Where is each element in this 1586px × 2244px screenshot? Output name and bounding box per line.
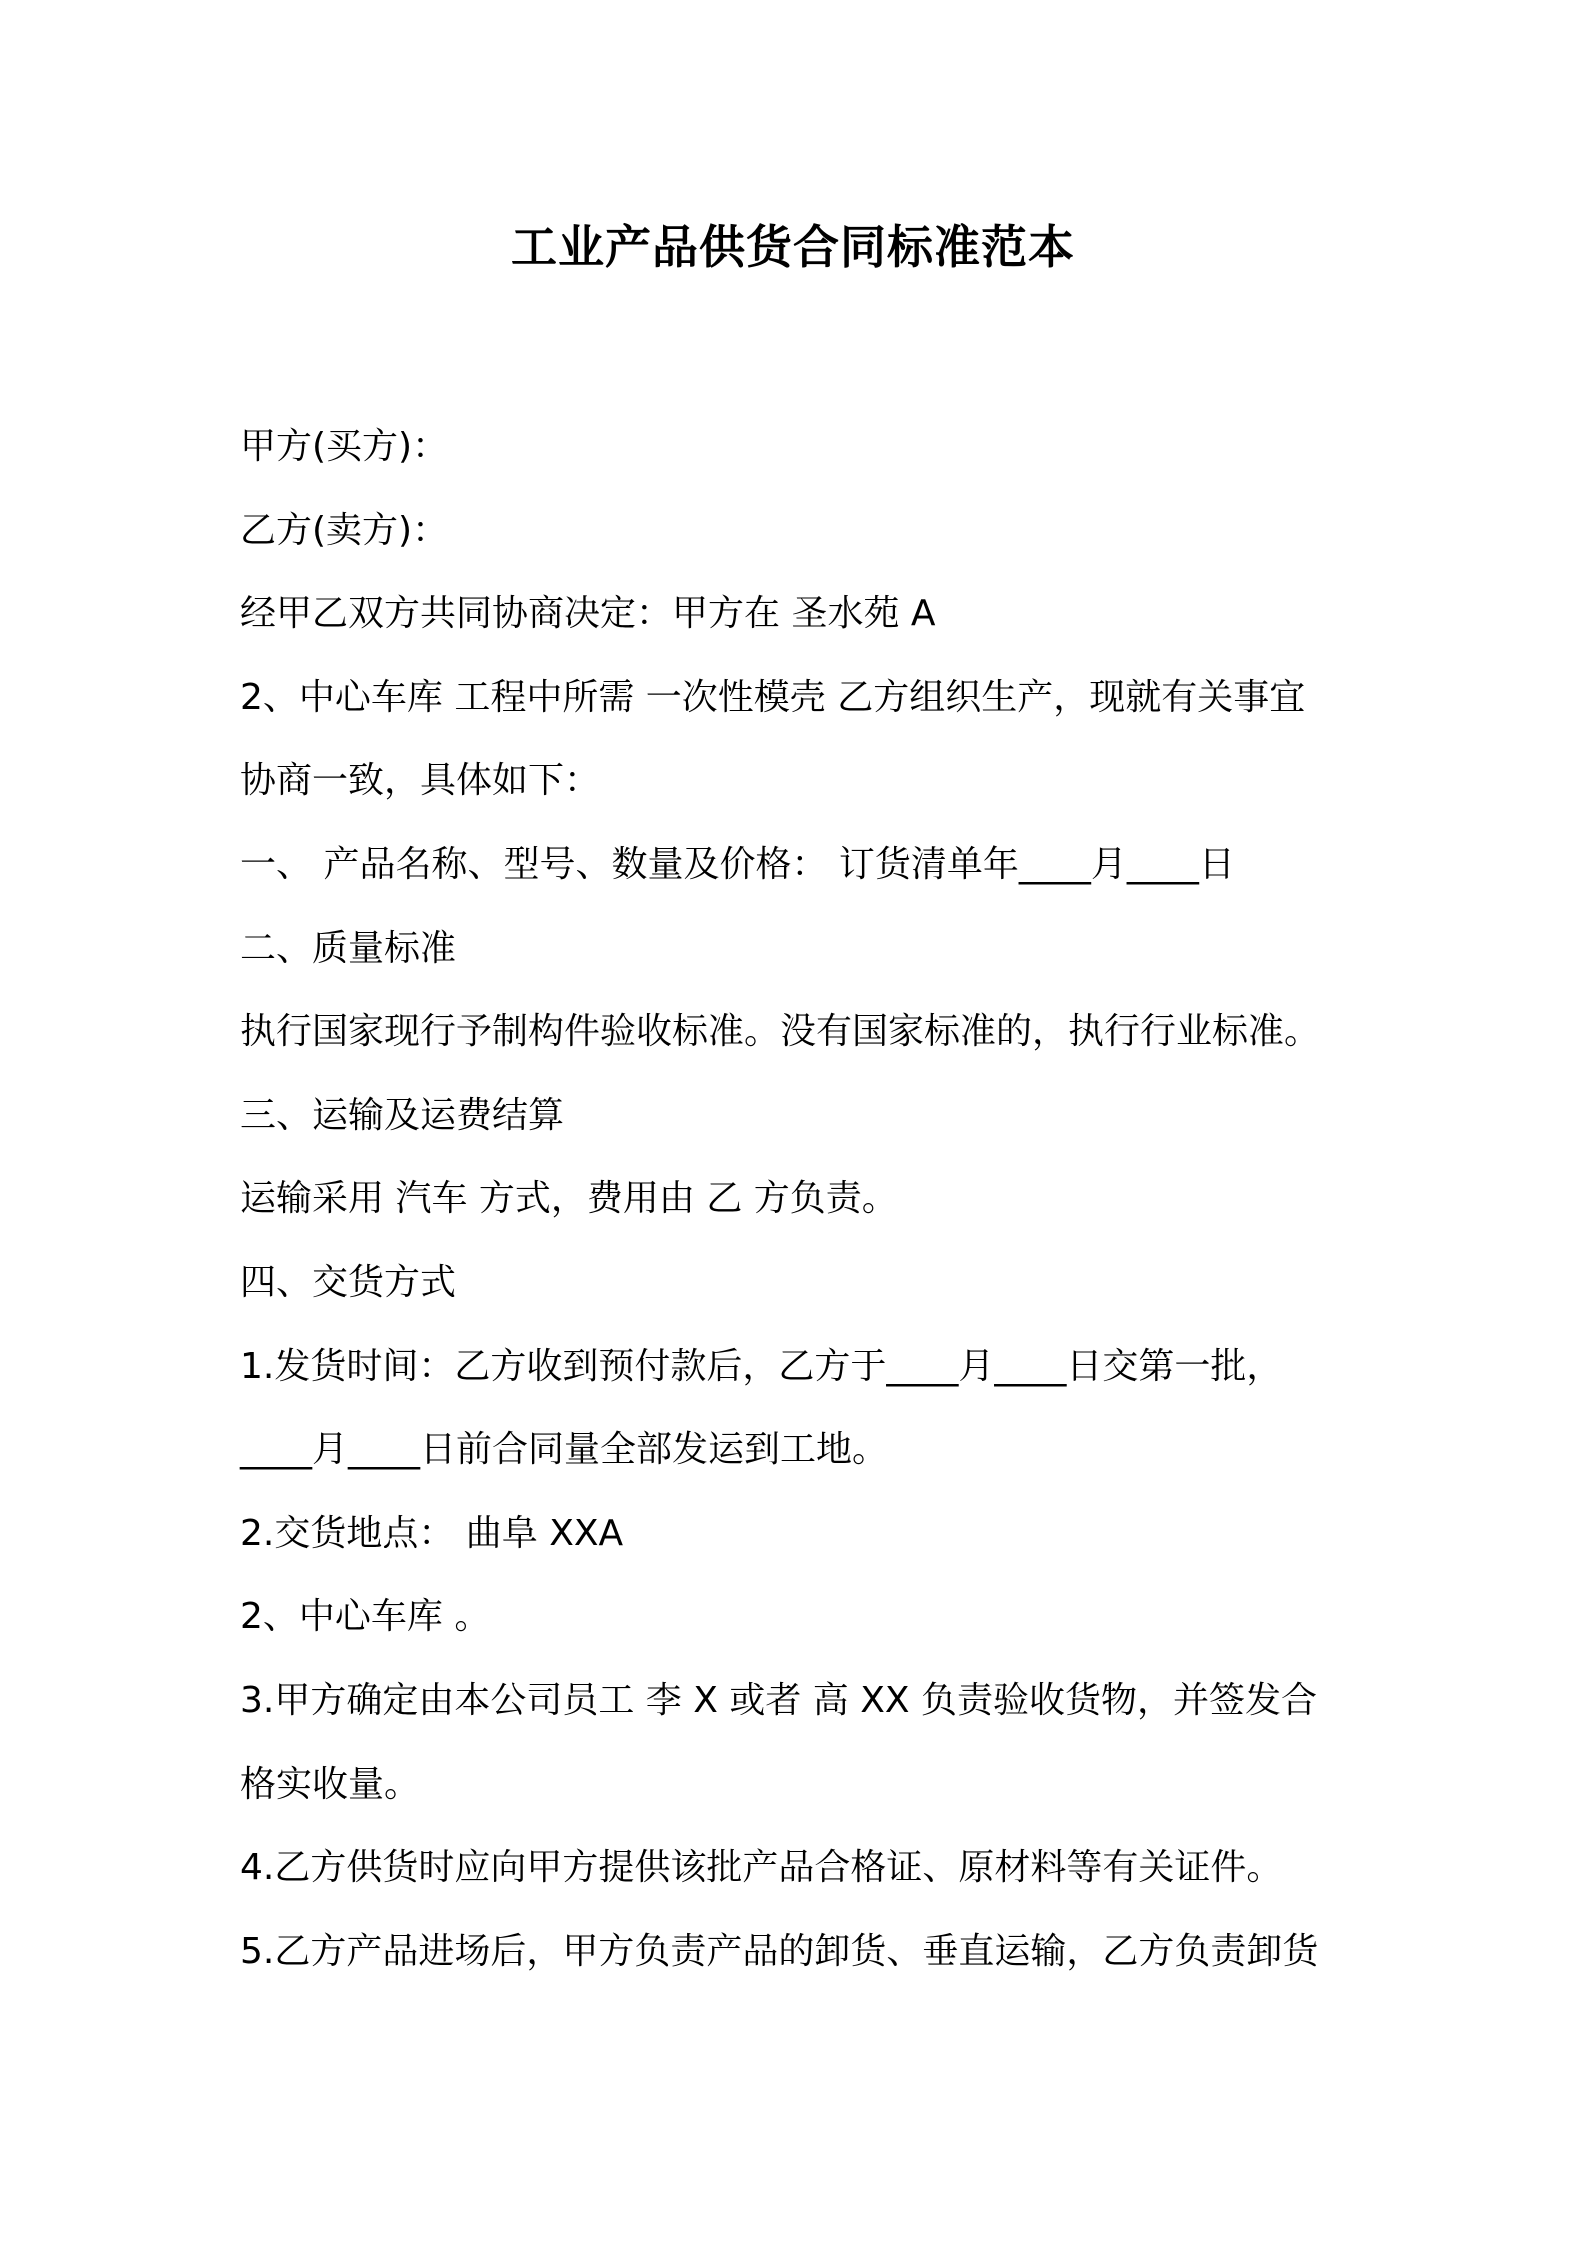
section-1-product: 一、 产品名称、型号、数量及价格： 订货清单年____月____日: [240, 843, 1235, 885]
line-party-a: 甲方(买方)：: [240, 426, 449, 467]
line-project: 2、中心车库 工程中所需 一次性模壳 乙方组织生产，现就有关事宜: [240, 676, 1306, 718]
clause-4-2-cont: 2、中心车库 。: [240, 1596, 491, 1638]
section-2-text: 执行国家现行予制构件验收标准。没有国家标准的，执行行业标准。: [240, 1011, 1321, 1053]
document-title: 工业产品供货合同标准范本: [511, 220, 1075, 274]
clause-4-3: 3.甲方确定由本公司员工 李 X 或者 高 XX 负责验收货物，并签发合: [240, 1679, 1317, 1721]
line-agreement: 经甲乙双方共同协商决定：甲方在 圣水苑 A: [240, 593, 936, 635]
clause-4-2: 2.交货地点： 曲阜 XXA: [240, 1512, 624, 1554]
contract-body: [240, 405, 1360, 1993]
clause-4-1: 1.发货时间：乙方收到预付款后，乙方于____月____日交第一批，: [240, 1345, 1283, 1387]
section-3-text: 运输采用 汽车 方式，费用由 乙 方负责。: [240, 1178, 898, 1220]
clause-4-3-cont: 格实收量。: [240, 1763, 421, 1805]
section-4-heading: 四、交货方式: [240, 1261, 457, 1303]
line-party-b: 乙方(卖方)：: [240, 509, 449, 551]
section-3-heading: 三、运输及运费结算: [240, 1094, 565, 1136]
line-consensus: 协商一致，具体如下：: [240, 760, 601, 802]
clause-4-1-cont: ____月____日前合同量全部发运到工地。: [240, 1429, 889, 1471]
clause-4-4: 4.乙方供货时应向甲方提供该批产品合格证、原材料等有关证件。: [240, 1847, 1283, 1889]
section-2-heading: 二、质量标准: [240, 927, 457, 969]
clause-4-5: 5.乙方产品进场后，甲方负责产品的卸货、垂直运输，乙方负责卸货: [240, 1930, 1319, 1972]
